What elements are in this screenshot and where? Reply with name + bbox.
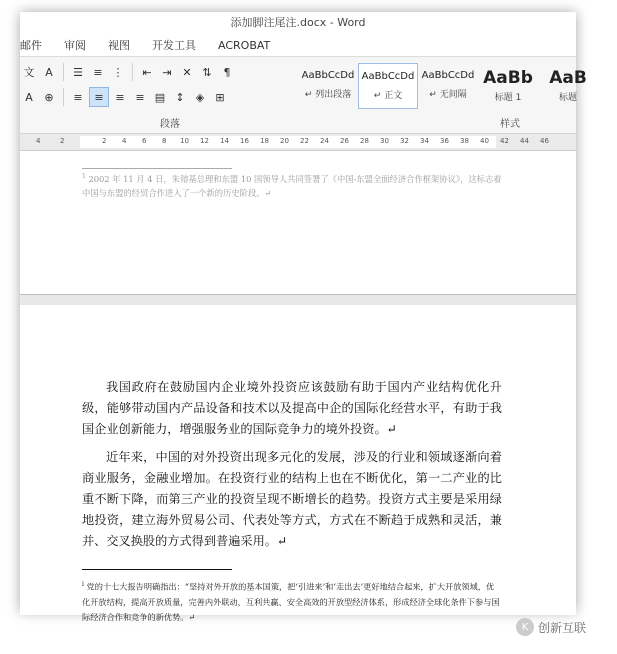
shading-icon[interactable]: ◈ bbox=[195, 90, 205, 104]
style-heading-1[interactable]: AaBb 标题 1 bbox=[483, 67, 533, 103]
char-border-icon[interactable]: A bbox=[45, 65, 53, 79]
group-label-styles: 样式 bbox=[500, 119, 520, 130]
style-list-paragraph[interactable]: AaBbCcDd ↵ 列出段落 bbox=[301, 70, 355, 100]
styles-gallery bbox=[298, 63, 598, 109]
page-1-bottom bbox=[20, 164, 576, 294]
chinese-layout-icon[interactable]: ✕ bbox=[182, 65, 192, 79]
justify-icon[interactable]: ≡ bbox=[135, 90, 145, 104]
show-marks-icon[interactable]: ¶ bbox=[223, 65, 231, 79]
phonetic-guide-icon[interactable]: 文 bbox=[23, 66, 35, 79]
menu-review[interactable]: 审阅 bbox=[64, 39, 86, 52]
menu-developer[interactable]: 开发工具 bbox=[152, 39, 196, 52]
align-center-icon[interactable]: ≡ bbox=[89, 87, 109, 107]
decrease-indent-icon[interactable]: ⇤ bbox=[142, 65, 152, 79]
endnote[interactable]: $^i$ 党的十七大报告明确指出：“坚持对外开放的基本国策，把‘引进来’和‘走出去’更好地结合起来，扩大开放领域，优化开放结构，提高开放质量，完善内外联动，互利共赢、安全高效的开放型经济体系，形成经济全球化条件下参与国际经济合作和竞争的新优势。↵ bbox=[82, 581, 500, 622]
horizontal-ruler[interactable]: 4 2 2 4 6 8 10 12 14 16 18 20 22 24 26 28 30 32 34 36 38 40 42 44 46 bbox=[20, 134, 576, 151]
group-label-paragraph: 段落 bbox=[160, 119, 180, 130]
bullets-icon[interactable]: ☰ bbox=[73, 65, 83, 79]
logo-icon: K bbox=[516, 618, 534, 636]
endnote-separator bbox=[82, 569, 232, 570]
distributed-icon[interactable]: ▤ bbox=[154, 90, 166, 104]
body-paragraph-2[interactable]: 近年来，中国的对外投资出现多元化的发展，涉及的行业和领域逐渐向着商业服务，金融业增加。在投资行业的结构上也在不断优化，第一二产业的比重不断下降，而第三产业的投资呈现不断增长的趋势。投资方式主要是采用绿地投资，建立海外贸易公司、代表处等方式，方式在不断趋于成熟和灵活，兼并、交叉换股的方式得到普遍采用。↵ bbox=[82, 450, 502, 548]
multilevel-list-icon[interactable]: ⋮ bbox=[112, 65, 124, 79]
page-2 bbox=[20, 305, 576, 622]
char-shading-icon[interactable]: A bbox=[25, 90, 33, 104]
sort-icon[interactable]: ⇅ bbox=[202, 65, 212, 79]
style-no-spacing[interactable]: AaBbCcDd ↵ 无间隔 bbox=[421, 70, 475, 100]
menu-bar bbox=[20, 34, 576, 56]
style-title[interactable]: AaB 标题 bbox=[549, 67, 587, 103]
paragraph-row-2 bbox=[20, 87, 229, 107]
line-spacing-icon[interactable]: ↕ bbox=[175, 90, 185, 104]
numbering-icon[interactable]: ≡ bbox=[93, 65, 103, 79]
word-window bbox=[20, 12, 587, 622]
align-left-icon[interactable]: ≡ bbox=[73, 90, 83, 104]
increase-indent-icon[interactable]: ⇥ bbox=[162, 65, 172, 79]
enclose-char-icon[interactable]: ⊕ bbox=[44, 90, 54, 104]
style-normal[interactable]: AaBbCcDd ↵ 正文 bbox=[358, 63, 418, 109]
align-right-icon[interactable]: ≡ bbox=[115, 90, 125, 104]
menu-mailings[interactable]: 邮件 bbox=[20, 39, 42, 52]
footnote[interactable]: $^1$ 2002 年 11 月 4 日，朱镕基总理和东盟 10 国领导人共同签署了《中国-东盟全面经济合作框架协议》，这标志着中国与东盟的经贸合作进入了一个新的历史阶段。↵ bbox=[82, 173, 502, 198]
footnote-separator bbox=[82, 168, 232, 169]
menu-view[interactable]: 视图 bbox=[108, 39, 130, 52]
paragraph-row-1 bbox=[20, 63, 236, 81]
window-title: 添加脚注尾注.docx - Word bbox=[20, 12, 576, 34]
body-paragraph-1[interactable]: 我国政府在鼓励国内企业境外投资应该鼓励有助于国内产业结构优化升级，能够带动国内产品设备和技术以及提高中企的国际化经营水平，有助于我国企业创新能力，增强服务业的国际竞争力的境外投资。↵ bbox=[82, 380, 502, 436]
menu-acrobat[interactable]: ACROBAT bbox=[218, 38, 271, 52]
ribbon bbox=[20, 56, 587, 134]
watermark-logo: K 创新互联 bbox=[516, 618, 586, 636]
borders-icon[interactable]: ⊞ bbox=[215, 90, 225, 104]
